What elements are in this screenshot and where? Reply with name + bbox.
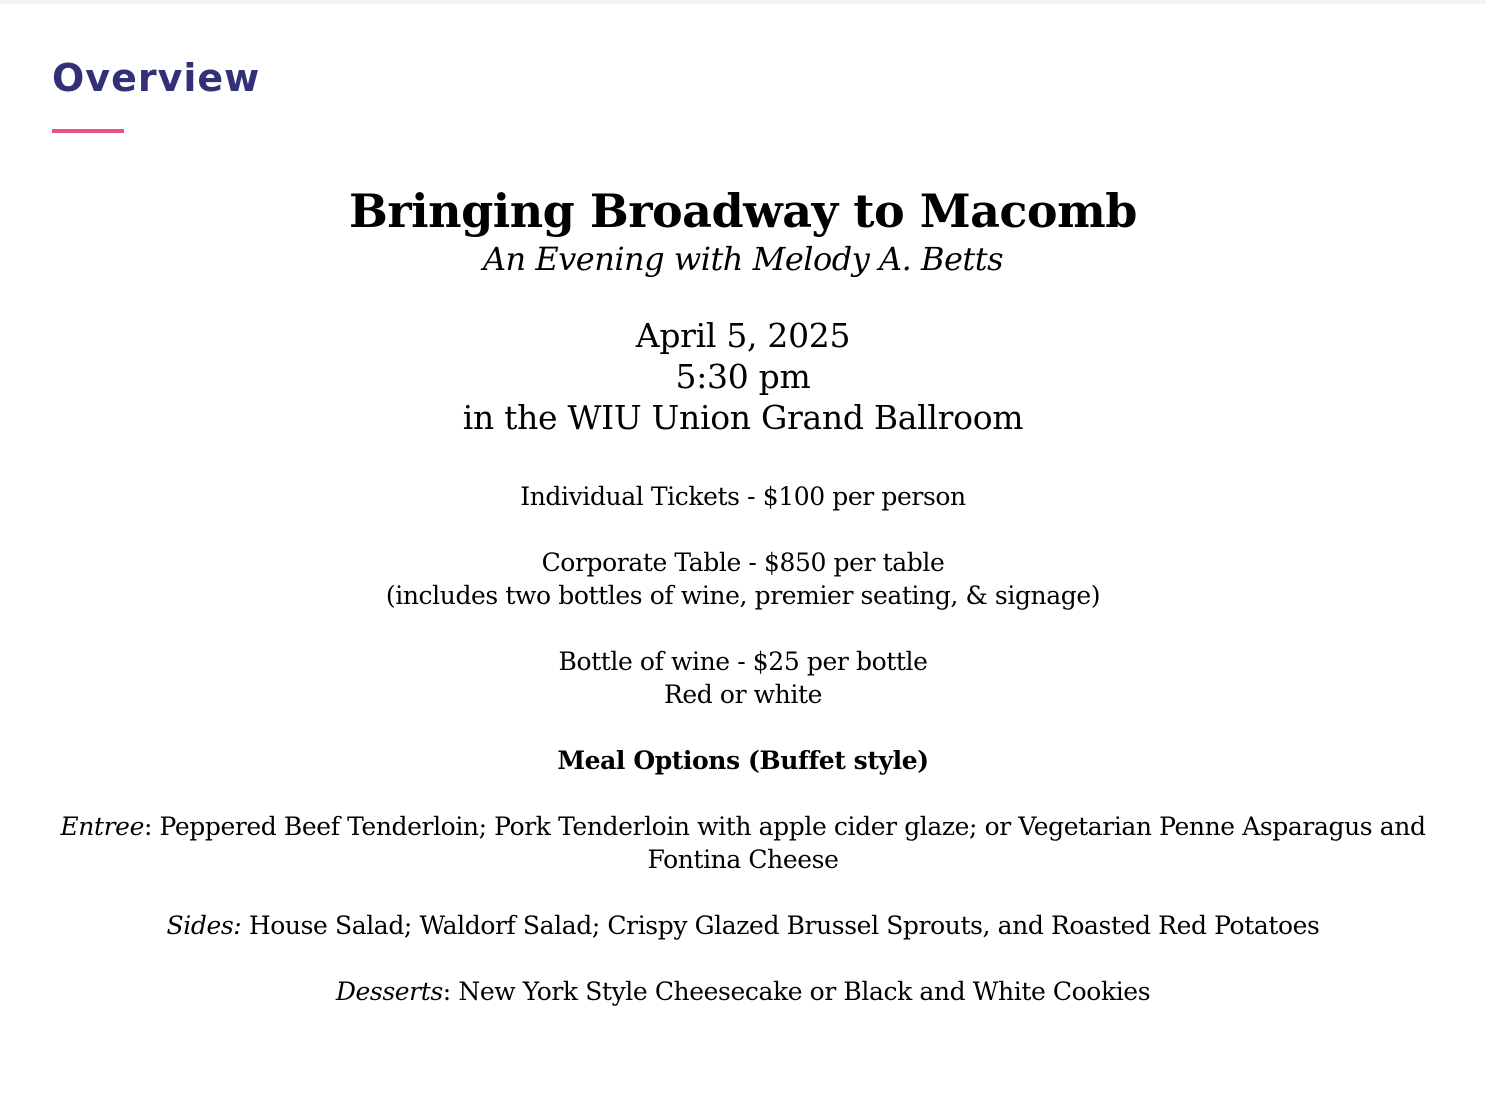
sides-text: House Salad; Waldorf Salad; Crispy Glazed Brussel Sprouts, and Roasted Red Potatoes [241, 911, 1320, 940]
event-venue: in the WIU Union Grand Ballroom [462, 398, 1024, 437]
wine-price: Bottle of wine - $25 per bottle [558, 647, 928, 676]
entree-line [40, 810, 1446, 843]
event-title: Bringing Broadway to Macomb [349, 184, 1137, 238]
corporate-table-price: Corporate Table - $850 per table [541, 548, 945, 577]
desserts-text: : New York Style Cheesecake or Black and White Cookies [442, 977, 1151, 1006]
event-subtitle: An Evening with Melody A. Betts [482, 240, 1004, 278]
entree-line-continued: Fontina Cheese [647, 845, 839, 874]
meal-options-heading: Meal Options (Buffet style) [557, 746, 929, 775]
event-time: 5:30 pm [675, 357, 811, 396]
event-date: April 5, 2025 [635, 316, 851, 355]
entree-text: : Peppered Beef Tenderloin; Pork Tenderloin with apple cider glaze; or Vegetarian Penne Asparagus and [143, 812, 1426, 841]
entree-label: Entree [60, 812, 144, 841]
top-border [0, 0, 1486, 4]
heading-underline [52, 129, 124, 133]
wine-note: Red or white [663, 680, 823, 709]
sides-label: Sides: [166, 911, 242, 940]
desserts-line [40, 975, 1446, 1008]
section-heading: Overview [52, 56, 261, 100]
individual-ticket-price: Individual Tickets - $100 per person [520, 482, 966, 511]
desserts-label: Desserts [335, 977, 443, 1006]
corporate-table-note: (includes two bottles of wine, premier seating, & signage) [385, 581, 1101, 610]
sides-line [40, 909, 1446, 942]
